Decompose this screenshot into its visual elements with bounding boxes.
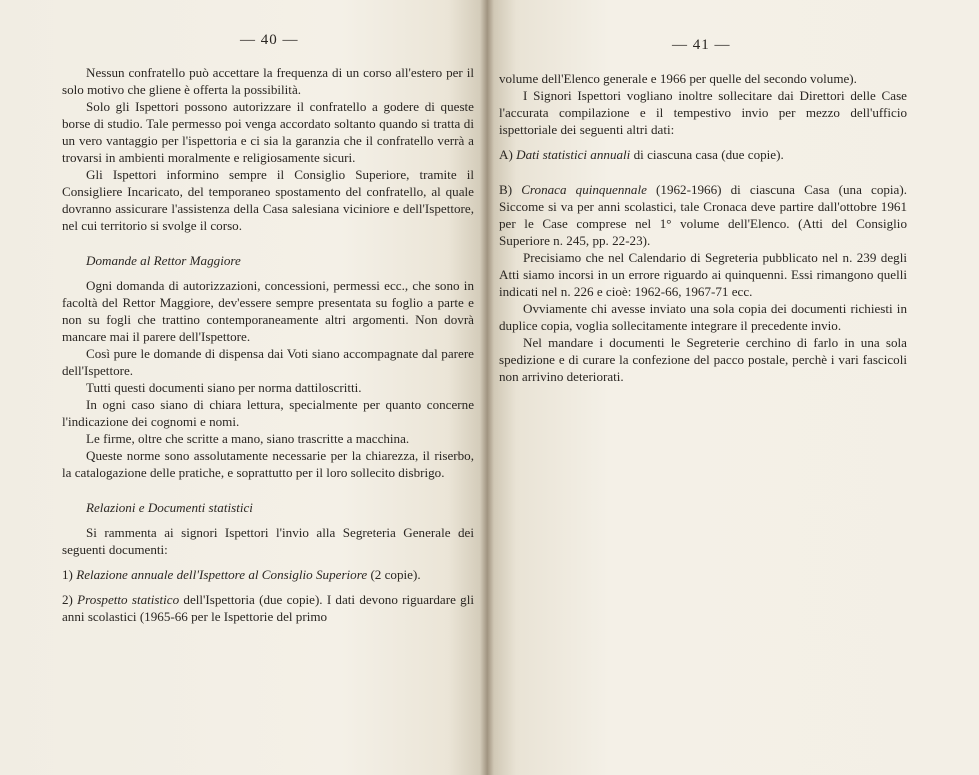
list-item-title: Cronaca quinquennale [521, 182, 647, 197]
paragraph: Nel mandare i documenti le Segreterie cerchino di farlo in una sola spedizione e di curare la confezione del pacco postale, perchè i vari fascicoli non arrivino deteriorati. [499, 335, 907, 384]
paragraph: Si rammenta ai signori Ispettori l'invio alla Segreteria Generale dei seguenti documenti: [62, 525, 474, 557]
section-heading: Domande al Rettor Maggiore [86, 253, 241, 268]
paragraph: In ogni caso siano di chiara lettura, specialmente per quanto concerne l'indicazione dei cognomi e nomi. [62, 397, 474, 429]
page-number: — 41 — [672, 37, 731, 53]
list-item-text: (1962-1966) di ciascuna Casa (una copia). Siccome si va per anni scolastici, tale Cronaca deve partire dall'ottobre 1961 per le Case comprese nel 1° volume dell'Elenco. (Atti del Consiglio Superiore n. 245, pp. 22-23). [499, 182, 907, 248]
list-item-number: B) [499, 182, 513, 197]
paragraph: Queste norme sono assolutamente necessarie per la chiarezza, il riserbo, la catalogazione delle pratiche, e soprattutto per il loro sollecito disbrigo. [62, 448, 474, 480]
list-item-text: dell'Ispettoria (due copie). I dati devono riguardare gli anni scolastici (1965-66 per le Ispettorie del primo [62, 592, 474, 624]
paragraph: Così pure le domande di dispensa dai Voti siano accompagnate dal parere dell'Ispettore. [62, 346, 474, 378]
paragraph: Precisiamo che nel Calendario di Segreteria pubblicato nel n. 239 degli Atti siamo incorsi in un errore riguardo ai quinquenni. Essi rimangono quelli indicati nel n. 226 e cioè: 1962-66, 1967-71 ecc. [499, 250, 907, 299]
left-page-body [62, 64, 474, 625]
paragraph: volume dell'Elenco generale e 1966 per quelle del secondo volume). [499, 71, 857, 86]
list-item-title: Dati statistici annuali [516, 147, 631, 162]
left-page [0, 0, 487, 775]
paragraph: Ovviamente chi avesse inviato una sola copia dei documenti richiesti in duplice copia, voglia sollecitamente integrare il precedente invio. [499, 301, 907, 333]
list-item [62, 591, 474, 625]
paragraph: Gli Ispettori informino sempre il Consiglio Superiore, tramite il Consigliere Incaricato, del temporaneo spostamento del confratello, al quale dovranno assicurare l'assistenza della Casa salesiana viciniore e dell'Ispettore, nel cui territorio si svolge il corso. [62, 167, 474, 233]
list-item [62, 566, 474, 583]
paragraph: Ogni domanda di autorizzazioni, concessioni, permessi ecc., che sono in facoltà del Rettor Maggiore, dev'essere sempre presentata su foglio a parte e non su fogli che trattino contemporaneamente altri argomenti. Non dovrà mancare mai il parere dell'Ispettore. [62, 278, 474, 344]
section-heading: Relazioni e Documenti statistici [86, 500, 253, 515]
list-item-number: 2) [62, 592, 73, 607]
list-item [499, 181, 907, 249]
paragraph: Nessun confratello può accettare la frequenza di un corso all'estero per il solo motivo che gliene è offerta la possibilità. [62, 65, 474, 97]
list-item-number: A) [499, 147, 513, 162]
page-number: — 40 — [240, 32, 299, 48]
paragraph: Solo gli Ispettori possono autorizzare il confratello a godere di queste borse di studio. Tale permesso poi venga accordato soltanto quando si tratta di un vero vantaggio per l'ispettoria e ci sia la garanzia che il confratello verrà a trovarsi in ambienti moralmente e religiosamente sicuri. [62, 99, 474, 165]
paragraph: Le firme, oltre che scritte a mano, siano trascritte a macchina. [86, 431, 410, 446]
paragraph: Tutti questi documenti siano per norma dattiloscritti. [86, 380, 362, 395]
list-item-text: di ciascuna casa (due copie). [633, 147, 784, 162]
paragraph: I Signori Ispettori vogliano inoltre sollecitare dai Direttori delle Case l'accurata compilazione e il tempestivo invio per mezzo dell'ufficio ispettoriale dei seguenti altri dati: [499, 88, 907, 137]
right-page-body [499, 70, 907, 385]
list-item-text: (2 copie). [370, 567, 421, 582]
list-item-title: Prospetto statistico [77, 592, 180, 607]
list-item-number: 1) [62, 567, 73, 582]
list-item [499, 146, 907, 163]
book-gutter [480, 0, 494, 775]
right-page [487, 0, 979, 775]
list-item-title: Relazione annuale dell'Ispettore al Consiglio Superiore [76, 567, 368, 582]
